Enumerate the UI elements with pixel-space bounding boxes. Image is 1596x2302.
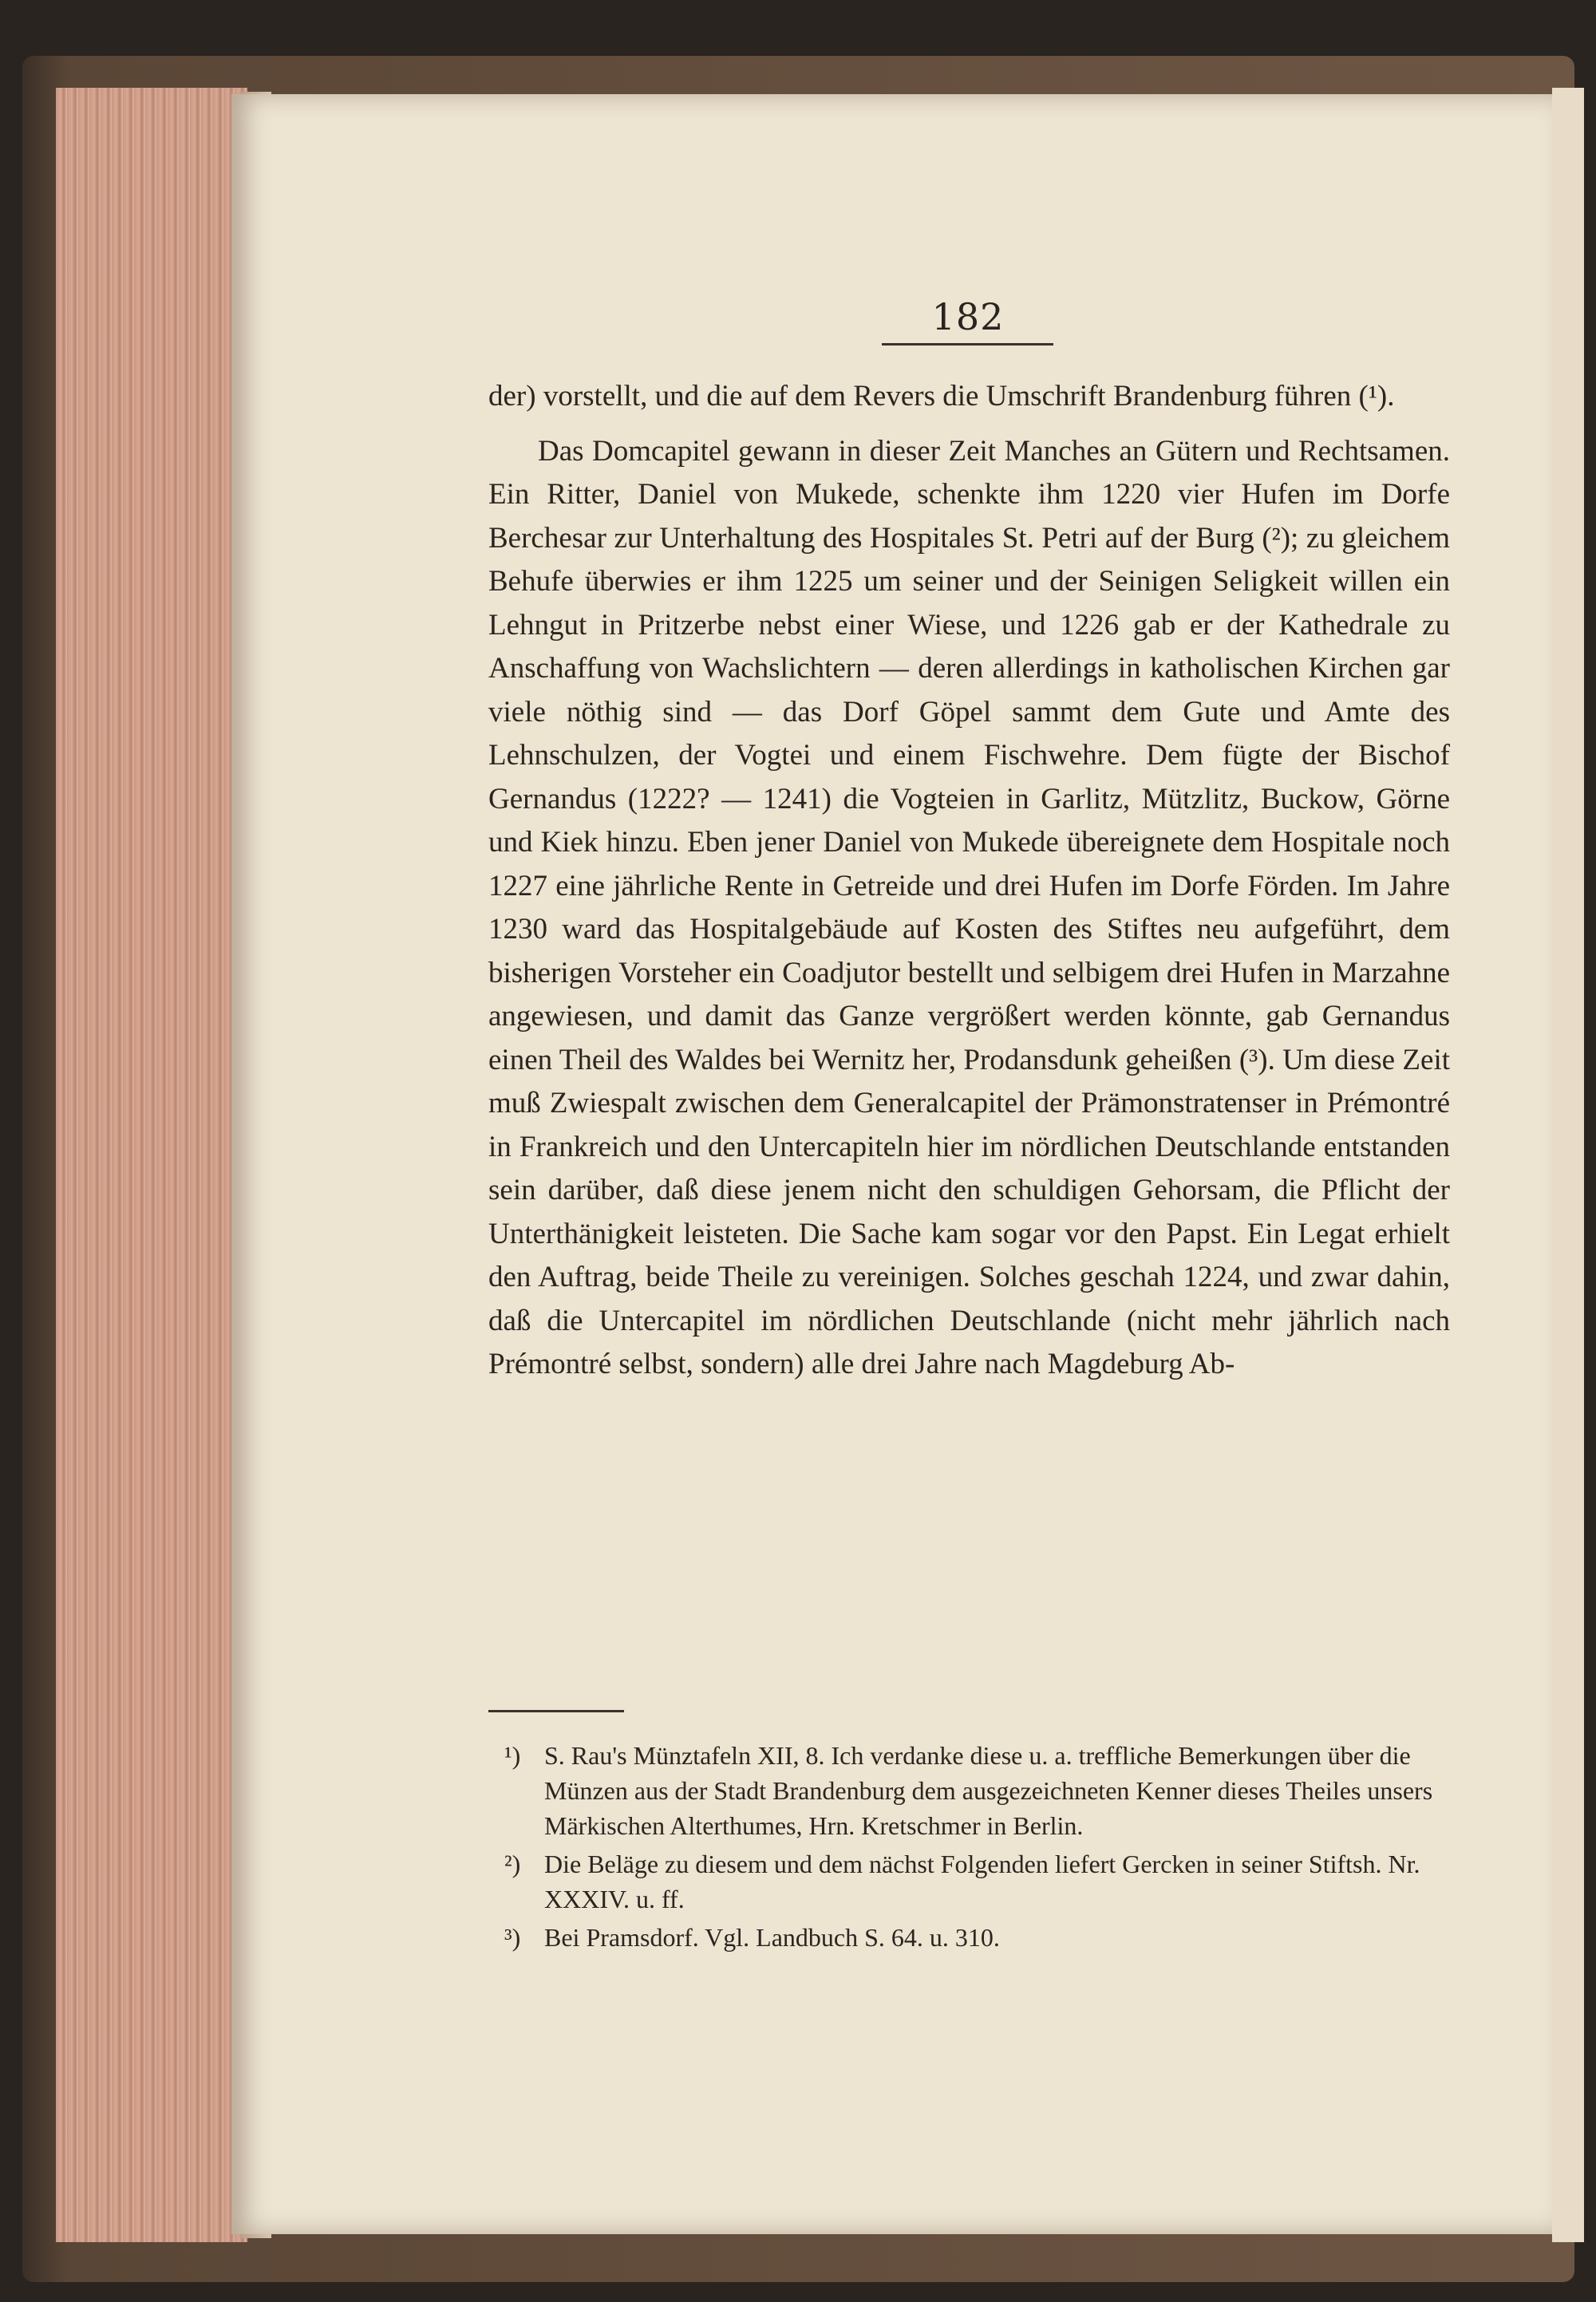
footnote-rule	[488, 1710, 624, 1712]
footnote-2	[488, 1846, 1450, 1917]
footnote-3	[488, 1920, 1450, 1955]
footnotes	[488, 1738, 1450, 1958]
footnote-mark: ³)	[504, 1923, 521, 1952]
footnote-mark: ²)	[504, 1850, 521, 1878]
footnote-1	[488, 1738, 1450, 1843]
page-stack-edge	[56, 88, 247, 2242]
header-rule	[882, 343, 1053, 345]
footnote-text: Bei Pramsdorf. Vgl. Landbuch S. 64. u. 310.	[544, 1923, 1000, 1952]
footnote-text: S. Rau's Münztafeln XII, 8. Ich verdanke diese u. a. treffliche Bemerkungen über die Münzen aus der Stadt Brandenburg dem ausgezeichneten Kenner dieses Theiles unsers Märkischen Alterthumes, Hrn. Kretschmer in Berlin.	[544, 1741, 1433, 1840]
paragraph-2: Das Domcapitel gewann in dieser Zeit Manches an Gütern und Rechtsamen. Ein Ritter, Daniel von Mukede, schenkte ihm 1220 vier Hufen im Dorfe Berchesar zur Unterhaltung des Hospitales St. Petri auf der Burg (²); zu gleichem Behufe überwies er ihm 1225 um seiner und der Seinigen Seligkeit willen ein Lehngut in Pritzerbe nebst einer Wiese, und 1226 gab er der Kathedrale zu Anschaffung von Wachslichtern — deren allerdings in katholischen Kirchen gar viele nöthig sind — das Dorf Göpel sammt dem Gute und Amte des Lehnschulzen, der Vogtei und einem Fischwehre. Dem fügte der Bischof Gernandus (1222? — 1241) die Vogteien in Garlitz, Mützlitz, Buckow, Görne und Kiek hinzu. Eben jener Daniel von Mukede übereignete dem Hospitale noch 1227 eine jährliche Rente in Getreide und drei Hufen im Dorfe Förden. Im Jahre 1230 ward das Hospitalgebäude auf Kosten des Stiftes neu aufgeführt, dem bisherigen Vorsteher ein Coadjutor bestellt und selbigem drei Hufen in Marzahne angewiesen, und damit das Ganze vergrößert werden könnte, gab Gernandus einen Theil des Waldes bei Wernitz her, Prodansdunk geheißen (³). Um diese Zeit muß Zwiespalt zwischen dem Generalcapitel der Prämonstratenser in Prémontré in Frankreich und den Untercapiteln hier im nördlichen Deutschlande entstanden sein darüber, daß diese jenem nicht den schuldigen Gehorsam, die Pflicht der Unterthänigkeit leisteten. Die Sache kam sogar vor den Papst. Ein Legat erhielt den Auftrag, beide Theile zu vereinigen. Solches geschah 1224, und zwar dahin, daß die Untercapitel im nördlichen Deutschlande (nicht mehr jährlich nach Prémontré selbst, sondern) alle drei Jahre nach Magdeburg Ab-	[488, 434, 1450, 1380]
facing-page-edge	[1552, 88, 1584, 2242]
page-number: 182	[931, 295, 1005, 338]
paragraph-1: der) vorstellt, und die auf dem Revers die Umschrift Brandenburg führen (¹).	[488, 380, 1395, 413]
footnote-text: Die Beläge zu diesem und dem nächst Folgenden liefert Gercken in seiner Stiftsh. Nr. XXXIV. u. ff.	[544, 1850, 1420, 1913]
footnote-mark: ¹)	[504, 1741, 521, 1770]
body-text	[488, 375, 1450, 1387]
